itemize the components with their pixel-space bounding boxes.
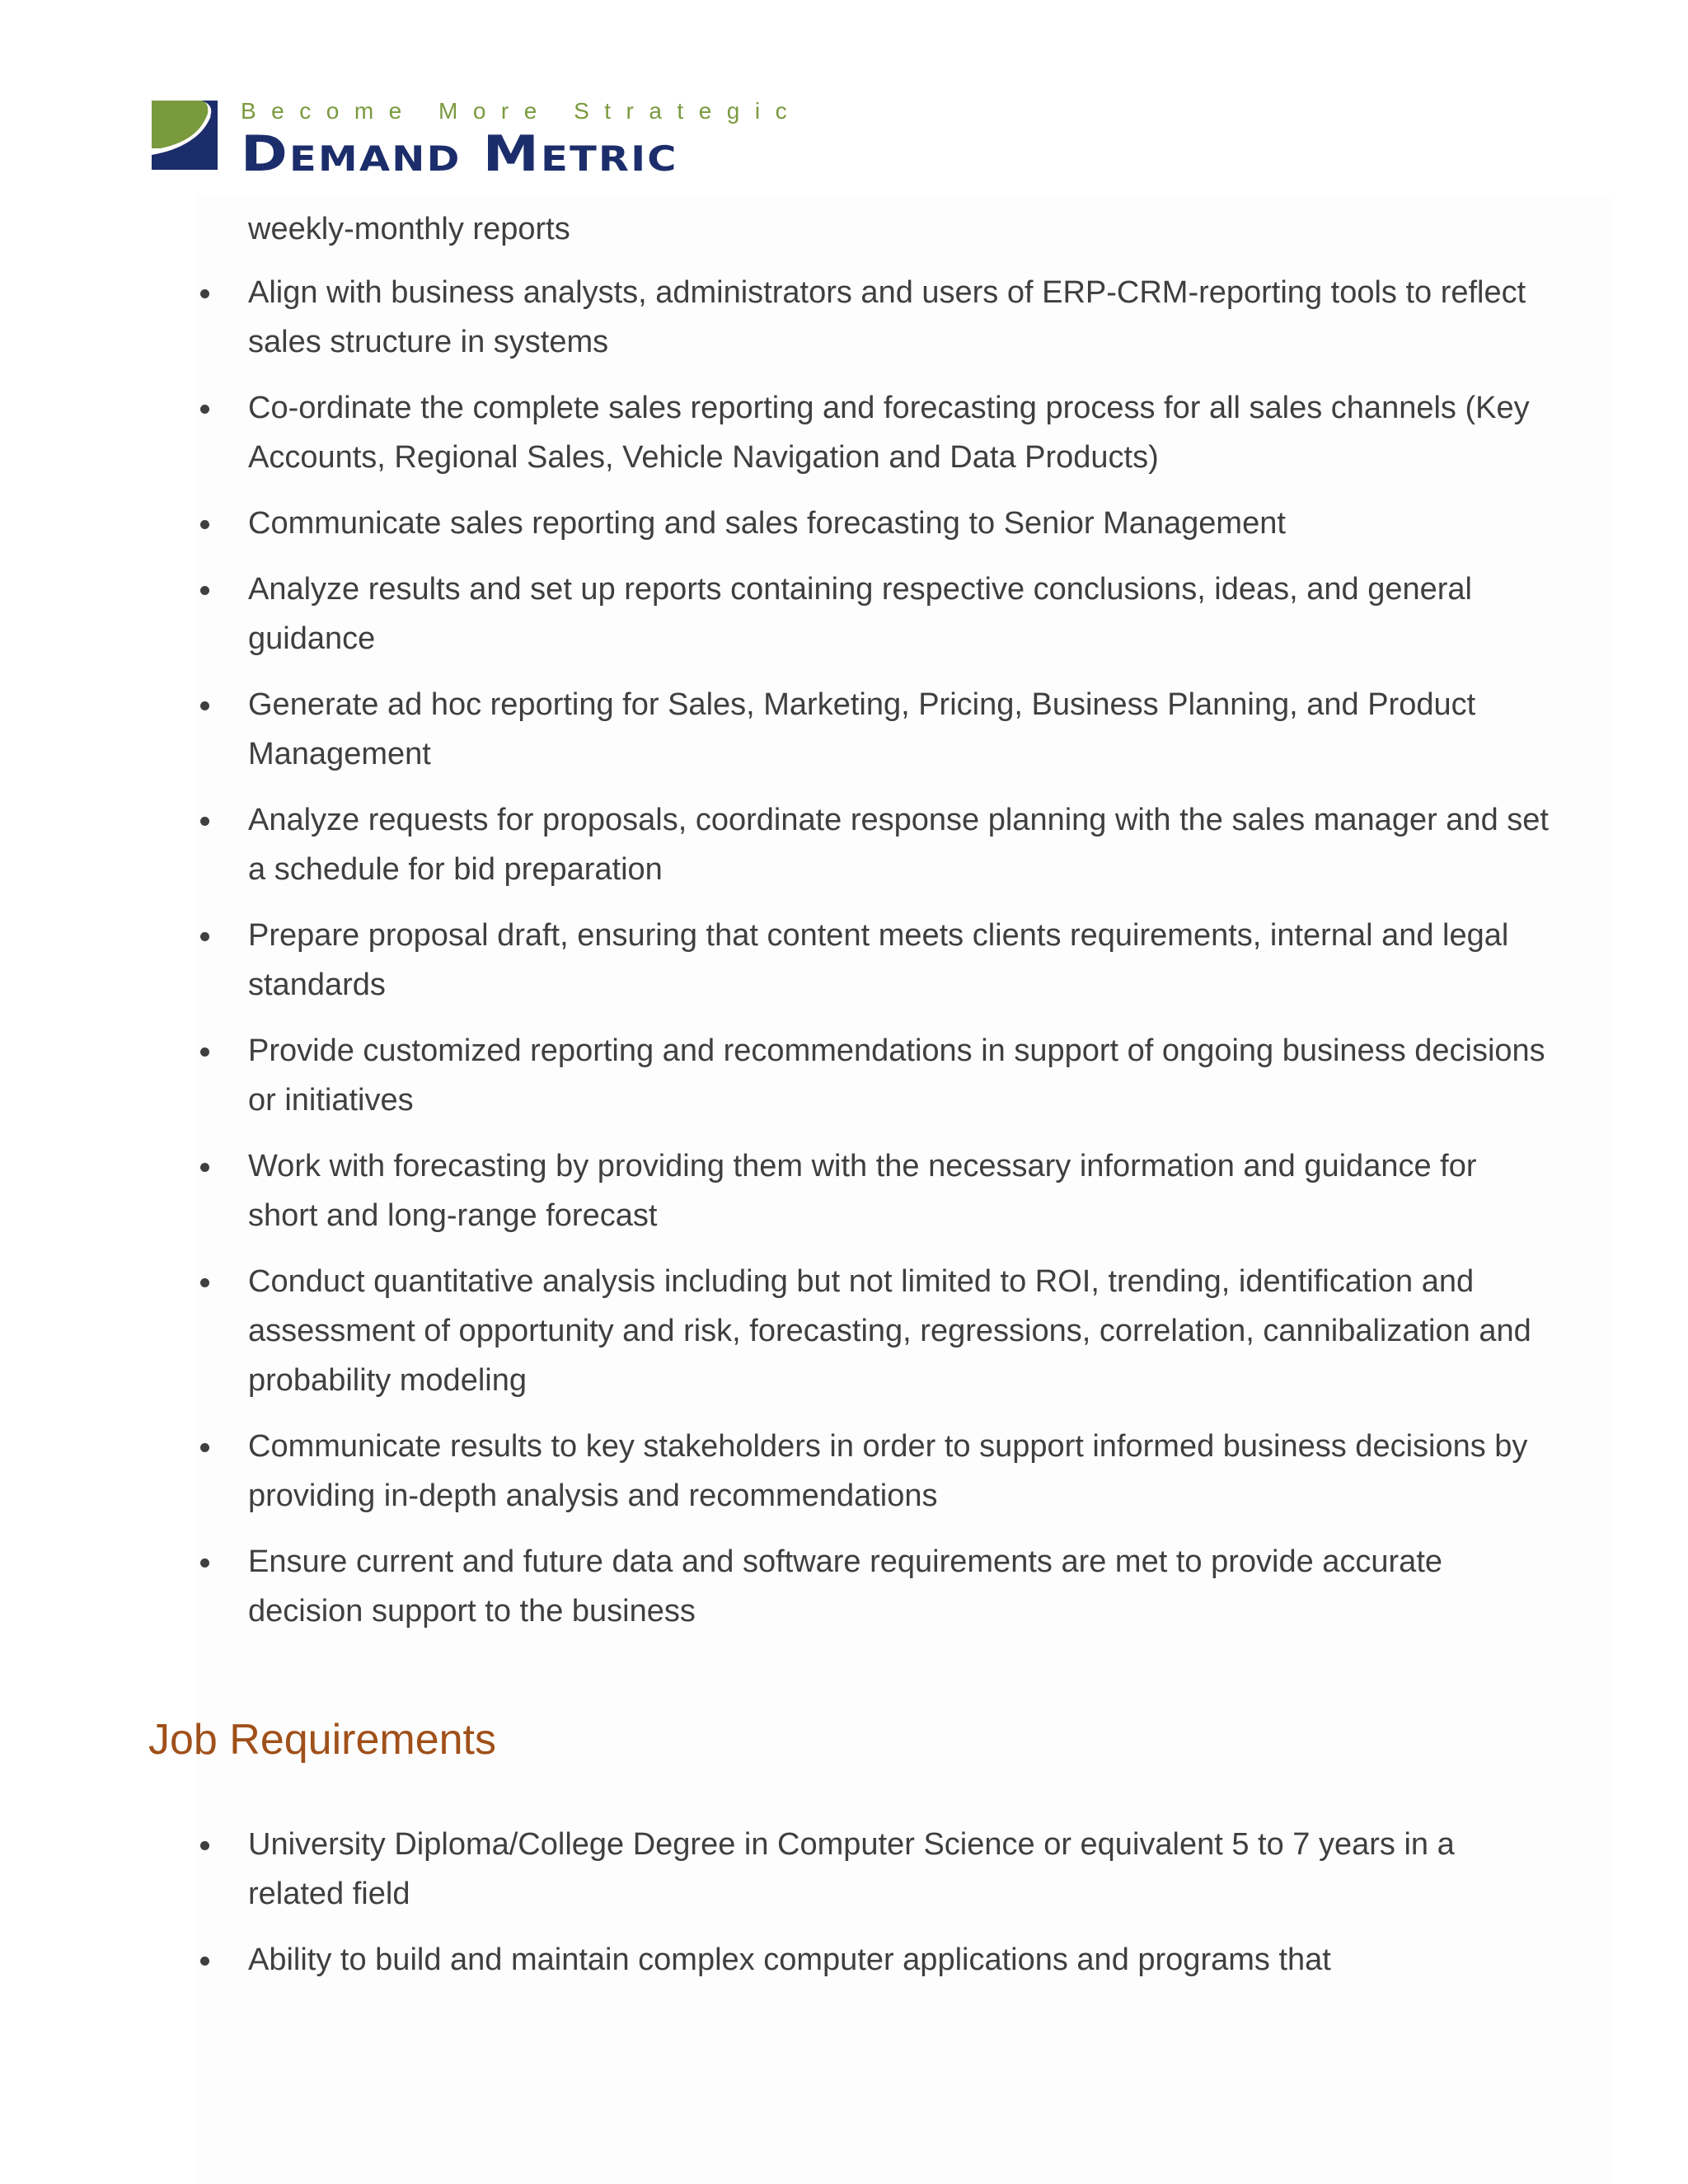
responsibilities-list (248, 268, 1550, 1652)
job-requirements-heading: Job Requirements (148, 1716, 496, 1764)
company-logo (148, 97, 803, 183)
logo-tagline: Become More Strategic (241, 98, 803, 124)
list-item-text: Provide customized reporting and recommendations in support of ongoing business decisions or initiatives (248, 1033, 1545, 1118)
list-item (248, 383, 1550, 482)
list-item (248, 499, 1550, 548)
bullet-icon (200, 932, 209, 941)
list-item-text: Co-ordinate the complete sales reporting and forecasting process for all sales channels (Key Accounts, Regional Sales, Vehicle Navigation and Data Products) (248, 391, 1530, 475)
list-item (248, 1257, 1550, 1405)
bullet-icon (200, 1278, 209, 1287)
list-item (248, 911, 1550, 1010)
bullet-icon (200, 1047, 209, 1057)
requirements-list (248, 1820, 1550, 2001)
list-item-text: Work with forecasting by providing them with the necessary information and guidance for short and long-range forecast (248, 1149, 1477, 1233)
list-item-text: Conduct quantitative analysis including but not limited to ROI, trending, identification and assessment of opportunity and risk, forecasting, regressions, correlation, cannibalization and probability modeling (248, 1264, 1531, 1398)
list-item (248, 680, 1550, 779)
demand-metric-logo-icon (148, 97, 221, 173)
logo-brand-name: Demand Metric (241, 125, 678, 183)
list-item (248, 795, 1550, 894)
list-item-text: Analyze results and set up reports containing respective conclusions, ideas, and general guidance (248, 572, 1472, 656)
bullet-icon (200, 817, 209, 826)
list-item-text: University Diploma/College Degree in Computer Science or equivalent 5 to 7 years in a related field (248, 1827, 1455, 1911)
list-item-text: Communicate results to key stakeholders in order to support informed business decisions by providing in-depth analysis and recommendations (248, 1429, 1528, 1513)
list-item-text: Analyze requests for proposals, coordinate response planning with the sales manager and set a schedule for bid preparation (248, 803, 1549, 887)
list-item (248, 1141, 1550, 1240)
list-item-text: Align with business analysts, administrators and users of ERP-CRM-reporting tools to reflect sales structure in systems (248, 275, 1526, 359)
list-item (248, 1820, 1550, 1919)
list-item-text: Prepare proposal draft, ensuring that content meets clients requirements, internal and legal standards (248, 918, 1509, 1002)
bullet-icon (200, 520, 209, 529)
list-item-text: Ensure current and future data and software requirements are met to provide accurate decision support to the business (248, 1544, 1443, 1629)
bullet-icon (200, 586, 209, 595)
list-item-text: Communicate sales reporting and sales forecasting to Senior Management (248, 506, 1286, 541)
bullet-icon (200, 1841, 209, 1850)
bullet-icon (200, 1443, 209, 1452)
list-item (248, 1935, 1550, 1985)
bullet-icon (200, 1957, 209, 1966)
list-item (248, 1026, 1550, 1125)
list-item-text: Generate ad hoc reporting for Sales, Marketing, Pricing, Business Planning, and Product Management (248, 687, 1476, 771)
list-item (248, 1422, 1550, 1521)
bullet-icon (200, 289, 209, 298)
bullet-icon (200, 701, 209, 710)
list-item (248, 268, 1550, 367)
bullet-icon (200, 1558, 209, 1568)
bullet-icon (200, 1163, 209, 1172)
list-item-text: Ability to build and maintain complex computer applications and programs that (248, 1943, 1331, 1977)
bullet-icon (200, 405, 209, 414)
list-item (248, 1537, 1550, 1636)
continued-bullet-text: weekly-monthly reports (248, 212, 570, 246)
list-item (248, 565, 1550, 663)
